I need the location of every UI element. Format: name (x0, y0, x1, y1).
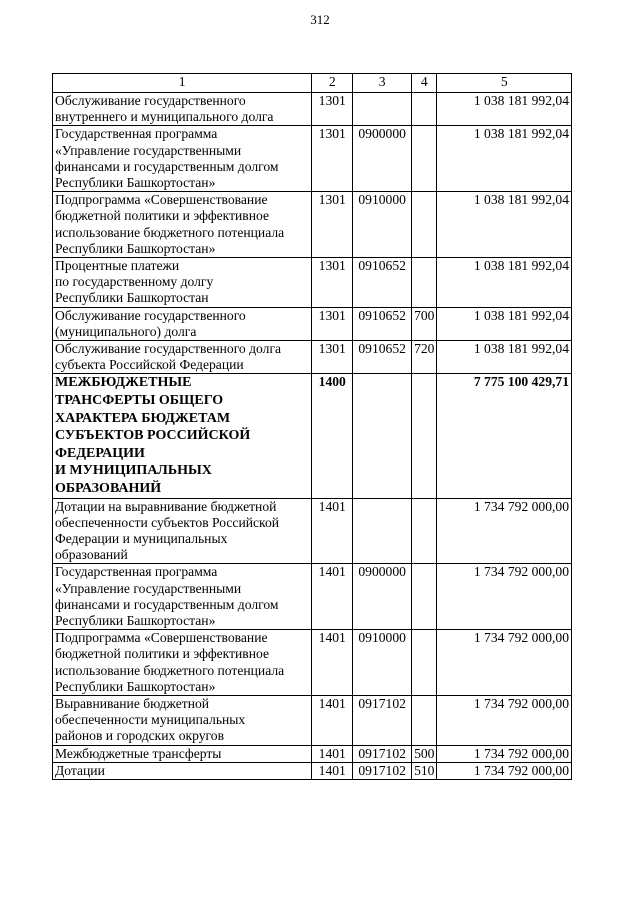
row-type-cell: 510 (412, 762, 437, 779)
row-name-cell: Подпрограмма «Совершенствование бюджетной политики и эффективное использование бюджетного потенциала Республики Башкортостан» (53, 630, 312, 696)
row-name-cell: Обслуживание государственного (муниципального) долга (53, 307, 312, 340)
row-target-cell: 0910000 (353, 192, 412, 258)
row-section-cell: 1401 (312, 498, 353, 564)
row-amount-cell: 7 775 100 429,71 (437, 374, 572, 498)
row-name-cell: Обслуживание государственного внутреннего и муниципального долга (53, 93, 312, 126)
row-target-cell: 0910652 (353, 258, 412, 308)
row-section-cell: 1301 (312, 126, 353, 192)
header-cell: 4 (412, 74, 437, 93)
table-row (53, 126, 572, 192)
row-type-cell: 720 (412, 341, 437, 374)
row-amount-cell: 1 038 181 992,04 (437, 93, 572, 126)
table-row (53, 564, 572, 630)
row-name-cell: Дотации (53, 762, 312, 779)
row-name-cell: Обслуживание государственного долга субъекта Российской Федерации (53, 341, 312, 374)
row-target-cell (353, 93, 412, 126)
row-target-cell: 0910652 (353, 341, 412, 374)
row-target-cell: 0910000 (353, 630, 412, 696)
row-name-cell: Государственная программа «Управление государственными финансами и государственным долгом Республики Башкортостан» (53, 564, 312, 630)
row-amount-cell: 1 734 792 000,00 (437, 498, 572, 564)
row-amount-cell: 1 038 181 992,04 (437, 192, 572, 258)
row-target-cell: 0900000 (353, 126, 412, 192)
table-row (53, 192, 572, 258)
row-name-cell: Государственная программа «Управление государственными финансами и государственным долгом Республики Башкортостан» (53, 126, 312, 192)
row-target-cell (353, 374, 412, 498)
row-type-cell (412, 630, 437, 696)
page-number: 312 (310, 12, 330, 27)
row-amount-cell: 1 734 792 000,00 (437, 762, 572, 779)
table-header-row (53, 74, 572, 93)
row-section-cell: 1301 (312, 341, 353, 374)
header-cell: 5 (437, 74, 572, 93)
row-section-cell: 1301 (312, 258, 353, 308)
table-row (53, 258, 572, 308)
header-cell: 1 (53, 74, 312, 93)
row-type-cell: 700 (412, 307, 437, 340)
row-name-cell: Подпрограмма «Совершенствование бюджетной политики и эффективное использование бюджетного потенциала Республики Башкортостан» (53, 192, 312, 258)
row-section-cell: 1401 (312, 762, 353, 779)
row-section-cell: 1401 (312, 564, 353, 630)
table-row (53, 630, 572, 696)
row-amount-cell: 1 734 792 000,00 (437, 630, 572, 696)
row-amount-cell: 1 734 792 000,00 (437, 564, 572, 630)
row-target-cell: 0910652 (353, 307, 412, 340)
budget-table-body (53, 74, 572, 780)
row-section-cell: 1301 (312, 93, 353, 126)
row-section-cell: 1301 (312, 307, 353, 340)
row-type-cell (412, 93, 437, 126)
budget-table (52, 73, 572, 780)
row-amount-cell: 1 734 792 000,00 (437, 696, 572, 746)
row-name-cell: Межбюджетные трансферты (53, 745, 312, 762)
header-cell: 3 (353, 74, 412, 93)
row-target-cell: 0917102 (353, 696, 412, 746)
row-section-cell: 1301 (312, 192, 353, 258)
row-type-cell (412, 126, 437, 192)
row-section-cell: 1400 (312, 374, 353, 498)
row-name-cell: Выравнивание бюджетной обеспеченности муниципальных районов и городских округов (53, 696, 312, 746)
table-row (53, 341, 572, 374)
header-cell: 2 (312, 74, 353, 93)
row-target-cell: 0917102 (353, 745, 412, 762)
table-row (53, 745, 572, 762)
row-type-cell (412, 498, 437, 564)
table-row (53, 762, 572, 779)
row-target-cell: 0917102 (353, 762, 412, 779)
row-target-cell (353, 498, 412, 564)
table-row (53, 696, 572, 746)
row-amount-cell: 1 038 181 992,04 (437, 341, 572, 374)
table-row (53, 307, 572, 340)
row-amount-cell: 1 038 181 992,04 (437, 307, 572, 340)
row-type-cell (412, 258, 437, 308)
row-name-cell: Процентные платежи по государственному долгу Республики Башкортостан (53, 258, 312, 308)
row-name-cell: Дотации на выравнивание бюджетной обеспеченности субъектов Российской Федерации и муниципальных образований (53, 498, 312, 564)
row-section-cell: 1401 (312, 696, 353, 746)
table-row (53, 93, 572, 126)
row-type-cell (412, 374, 437, 498)
table-row (53, 374, 572, 498)
row-amount-cell: 1 038 181 992,04 (437, 258, 572, 308)
row-type-cell (412, 192, 437, 258)
row-type-cell (412, 696, 437, 746)
row-section-cell: 1401 (312, 745, 353, 762)
row-type-cell: 500 (412, 745, 437, 762)
row-section-cell: 1401 (312, 630, 353, 696)
row-type-cell (412, 564, 437, 630)
row-target-cell: 0900000 (353, 564, 412, 630)
row-name-cell: МЕЖБЮДЖЕТНЫЕ ТРАНСФЕРТЫ ОБЩЕГО ХАРАКТЕРА БЮДЖЕТАМ СУБЪЕКТОВ РОССИЙСКОЙ ФЕДЕРАЦИИ И МУНИЦИПАЛЬНЫХ ОБРАЗОВАНИЙ (53, 374, 312, 498)
table-row (53, 498, 572, 564)
row-amount-cell: 1 038 181 992,04 (437, 126, 572, 192)
row-amount-cell: 1 734 792 000,00 (437, 745, 572, 762)
